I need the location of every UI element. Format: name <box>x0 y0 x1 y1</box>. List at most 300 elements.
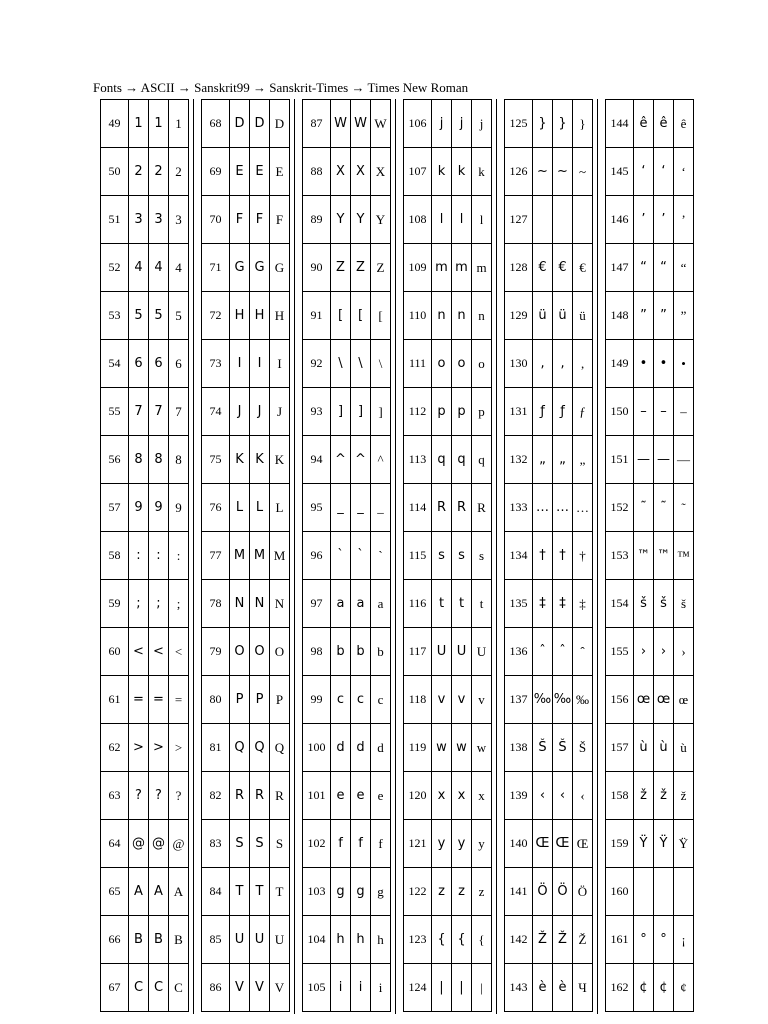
table-row <box>505 532 593 580</box>
char-code-cell: 153 <box>606 532 634 580</box>
sanskrit99-glyph-cell: 2 <box>129 148 149 196</box>
char-code-cell: 114 <box>404 484 432 532</box>
char-code-cell: 92 <box>303 340 331 388</box>
times-new-roman-glyph-cell: U <box>270 916 290 964</box>
sanskrit-times-glyph-cell <box>553 196 573 244</box>
times-new-roman-glyph-cell: ‰ <box>573 676 593 724</box>
times-new-roman-glyph-cell: ü <box>573 292 593 340</box>
times-new-roman-glyph-cell: A <box>169 868 189 916</box>
char-code-cell: 147 <box>606 244 634 292</box>
times-new-roman-glyph-cell: V <box>270 964 290 1012</box>
table-row <box>505 100 593 148</box>
sanskrit-times-glyph-cell: w <box>452 724 472 772</box>
sanskrit99-glyph-cell: E <box>230 148 250 196</box>
times-new-roman-glyph-cell: b <box>371 628 391 676</box>
char-code-cell: 157 <box>606 724 634 772</box>
table-row <box>101 724 189 772</box>
sanskrit-times-glyph-cell: U <box>250 916 270 964</box>
sanskrit99-glyph-cell: o <box>432 340 452 388</box>
table-row <box>202 868 290 916</box>
table-row <box>606 388 694 436</box>
times-new-roman-glyph-cell: € <box>573 244 593 292</box>
sanskrit99-glyph-cell: … <box>533 484 553 532</box>
sanskrit99-glyph-cell: ‡ <box>533 580 553 628</box>
sanskrit-times-glyph-cell: I <box>250 340 270 388</box>
sanskrit-times-glyph-cell: “ <box>654 244 674 292</box>
sanskrit-times-glyph-cell: f <box>351 820 371 868</box>
char-code-cell: 71 <box>202 244 230 292</box>
sanskrit99-glyph-cell: ü <box>533 292 553 340</box>
char-code-cell: 110 <box>404 292 432 340</box>
sanskrit99-glyph-cell: X <box>331 148 351 196</box>
times-new-roman-glyph-cell: i <box>371 964 391 1012</box>
sanskrit-times-glyph-cell: 2 <box>149 148 169 196</box>
table-row <box>101 964 189 1012</box>
column-divider <box>597 99 598 1014</box>
table-row <box>101 244 189 292</box>
sanskrit99-glyph-cell: è <box>533 964 553 1012</box>
sanskrit-times-glyph-cell: ? <box>149 772 169 820</box>
times-new-roman-glyph-cell: C <box>169 964 189 1012</box>
sanskrit99-glyph-cell: = <box>129 676 149 724</box>
char-code-cell: 78 <box>202 580 230 628</box>
sanskrit-times-glyph-cell: ü <box>553 292 573 340</box>
char-code-cell: 51 <box>101 196 129 244</box>
sanskrit99-glyph-cell: ê <box>634 100 654 148</box>
sanskrit-times-glyph-cell: 6 <box>149 340 169 388</box>
sanskrit99-glyph-cell: p <box>432 388 452 436</box>
sanskrit-times-glyph-cell: R <box>250 772 270 820</box>
char-code-cell: 94 <box>303 436 331 484</box>
char-code-cell: 87 <box>303 100 331 148</box>
sanskrit99-glyph-cell: ^ <box>331 436 351 484</box>
char-code-cell: 115 <box>404 532 432 580</box>
sanskrit-times-glyph-cell: – <box>654 388 674 436</box>
char-code-cell: 60 <box>101 628 129 676</box>
sanskrit99-glyph-cell: l <box>432 196 452 244</box>
sanskrit-times-glyph-cell: P <box>250 676 270 724</box>
sanskrit99-glyph-cell: w <box>432 724 452 772</box>
table-row <box>606 148 694 196</box>
table-row <box>303 196 391 244</box>
times-new-roman-glyph-cell: m <box>472 244 492 292</box>
sanskrit-times-glyph-cell: v <box>452 676 472 724</box>
table-row <box>202 676 290 724</box>
table-row <box>303 868 391 916</box>
char-code-cell: 65 <box>101 868 129 916</box>
char-code-cell: 113 <box>404 436 432 484</box>
table-row <box>404 628 492 676</box>
times-new-roman-glyph-cell: B <box>169 916 189 964</box>
char-code-cell: 77 <box>202 532 230 580</box>
sanskrit99-glyph-cell: n <box>432 292 452 340</box>
times-new-roman-glyph-cell: z <box>472 868 492 916</box>
char-code-cell: 159 <box>606 820 634 868</box>
table-row <box>202 724 290 772</box>
table-row <box>202 340 290 388</box>
sanskrit-times-glyph-cell: l <box>452 196 472 244</box>
sanskrit99-glyph-cell: g <box>331 868 351 916</box>
table-row <box>505 436 593 484</box>
char-code-cell: 82 <box>202 772 230 820</box>
sanskrit99-glyph-cell: 6 <box>129 340 149 388</box>
sanskrit-times-glyph-cell: K <box>250 436 270 484</box>
sanskrit-times-glyph-cell: ; <box>149 580 169 628</box>
sanskrit-times-glyph-cell: š <box>654 580 674 628</box>
sanskrit99-glyph-cell: “ <box>634 244 654 292</box>
times-new-roman-glyph-cell: ? <box>169 772 189 820</box>
times-new-roman-glyph-cell: e <box>371 772 391 820</box>
sanskrit99-glyph-cell: ‹ <box>533 772 553 820</box>
sanskrit-times-glyph-cell: b <box>351 628 371 676</box>
times-new-roman-glyph-cell: d <box>371 724 391 772</box>
times-new-roman-glyph-cell: Š <box>573 724 593 772</box>
char-code-cell: 162 <box>606 964 634 1012</box>
sanskrit-times-glyph-cell: k <box>452 148 472 196</box>
table-row <box>404 916 492 964</box>
char-code-cell: 133 <box>505 484 533 532</box>
sanskrit-times-glyph-cell: T <box>250 868 270 916</box>
char-code-cell: 68 <box>202 100 230 148</box>
sanskrit-times-glyph-cell: ¢ <box>654 964 674 1012</box>
table-row <box>202 292 290 340</box>
sanskrit-times-glyph-cell: 4 <box>149 244 169 292</box>
times-new-roman-glyph-cell: ~ <box>573 148 593 196</box>
sanskrit99-glyph-cell: h <box>331 916 351 964</box>
sanskrit99-glyph-cell: ; <box>129 580 149 628</box>
times-new-roman-glyph-cell: y <box>472 820 492 868</box>
times-new-roman-glyph-cell: — <box>674 436 694 484</box>
sanskrit-times-glyph-cell: ˜ <box>654 484 674 532</box>
char-code-cell: 49 <box>101 100 129 148</box>
sanskrit99-glyph-cell <box>533 196 553 244</box>
times-new-roman-glyph-cell: ‘ <box>674 148 694 196</box>
times-new-roman-glyph-cell: ‚ <box>573 340 593 388</box>
char-code-cell: 99 <box>303 676 331 724</box>
times-new-roman-glyph-cell: K <box>270 436 290 484</box>
char-code-cell: 101 <box>303 772 331 820</box>
sanskrit-times-glyph-cell: Q <box>250 724 270 772</box>
table-row <box>303 628 391 676</box>
sanskrit99-glyph-cell: ¢ <box>634 964 654 1012</box>
sanskrit-times-glyph-cell: 7 <box>149 388 169 436</box>
sanskrit99-glyph-cell: ° <box>634 916 654 964</box>
sanskrit99-glyph-cell: š <box>634 580 654 628</box>
sanskrit-times-glyph-cell: | <box>452 964 472 1012</box>
sanskrit99-glyph-cell: € <box>533 244 553 292</box>
times-new-roman-glyph-cell: ž <box>674 772 694 820</box>
char-code-cell: 100 <box>303 724 331 772</box>
sanskrit-times-glyph-cell: o <box>452 340 472 388</box>
sanskrit-times-glyph-cell: ‘ <box>654 148 674 196</box>
times-new-roman-glyph-cell: } <box>573 100 593 148</box>
table-row <box>303 148 391 196</box>
table-row <box>606 532 694 580</box>
sanskrit-times-glyph-cell: ‹ <box>553 772 573 820</box>
sanskrit99-glyph-cell: › <box>634 628 654 676</box>
sanskrit-times-glyph-cell: p <box>452 388 472 436</box>
char-code-cell: 122 <box>404 868 432 916</box>
times-new-roman-glyph-cell: \ <box>371 340 391 388</box>
sanskrit99-glyph-cell: ù <box>634 724 654 772</box>
char-code-cell: 56 <box>101 436 129 484</box>
sanskrit99-glyph-cell: b <box>331 628 351 676</box>
char-code-cell: 103 <box>303 868 331 916</box>
table-row <box>303 724 391 772</box>
sanskrit99-glyph-cell: K <box>230 436 250 484</box>
sanskrit99-glyph-cell: H <box>230 292 250 340</box>
times-new-roman-glyph-cell: ` <box>371 532 391 580</box>
table-row <box>505 724 593 772</box>
sanskrit-times-glyph-cell: ž <box>654 772 674 820</box>
sanskrit-times-glyph-cell: Œ <box>553 820 573 868</box>
char-code-cell: 148 <box>606 292 634 340</box>
sanskrit-times-glyph-cell: X <box>351 148 371 196</box>
sanskrit99-glyph-cell: G <box>230 244 250 292</box>
sanskrit-times-glyph-cell: G <box>250 244 270 292</box>
char-code-cell: 59 <box>101 580 129 628</box>
char-code-cell: 90 <box>303 244 331 292</box>
sanskrit-times-glyph-cell: • <box>654 340 674 388</box>
char-code-cell: 118 <box>404 676 432 724</box>
code-table-group-1 <box>100 99 189 1012</box>
char-code-cell: 76 <box>202 484 230 532</box>
char-code-cell: 141 <box>505 868 533 916</box>
sanskrit-times-glyph-cell: { <box>452 916 472 964</box>
char-code-cell: 66 <box>101 916 129 964</box>
table-row <box>101 532 189 580</box>
times-new-roman-glyph-cell: n <box>472 292 492 340</box>
table-row <box>606 868 694 916</box>
sanskrit99-glyph-cell: ƒ <box>533 388 553 436</box>
char-code-cell: 134 <box>505 532 533 580</box>
char-code-cell: 73 <box>202 340 230 388</box>
sanskrit99-glyph-cell: : <box>129 532 149 580</box>
table-row <box>606 580 694 628</box>
times-new-roman-glyph-cell <box>573 196 593 244</box>
times-new-roman-glyph-cell: Y <box>371 196 391 244</box>
sanskrit99-glyph-cell: U <box>230 916 250 964</box>
table-row <box>303 676 391 724</box>
table-row <box>303 532 391 580</box>
char-code-cell: 125 <box>505 100 533 148</box>
char-code-cell: 61 <box>101 676 129 724</box>
times-new-roman-glyph-cell: g <box>371 868 391 916</box>
times-new-roman-glyph-cell: Ö <box>573 868 593 916</box>
sanskrit99-glyph-cell: L <box>230 484 250 532</box>
table-row <box>404 292 492 340</box>
sanskrit-times-glyph-cell: ^ <box>351 436 371 484</box>
times-new-roman-glyph-cell: q <box>472 436 492 484</box>
sanskrit99-glyph-cell: ‚ <box>533 340 553 388</box>
sanskrit-times-glyph-cell: g <box>351 868 371 916</box>
sanskrit99-glyph-cell: 3 <box>129 196 149 244</box>
sanskrit99-glyph-cell: k <box>432 148 452 196</box>
sanskrit99-glyph-cell: Y <box>331 196 351 244</box>
table-row <box>101 340 189 388</box>
table-row <box>606 676 694 724</box>
char-code-cell: 70 <box>202 196 230 244</box>
code-table-group-5 <box>504 99 593 1012</box>
times-new-roman-glyph-cell: 6 <box>169 340 189 388</box>
times-new-roman-glyph-cell: ¢ <box>674 964 694 1012</box>
sanskrit99-glyph-cell: • <box>634 340 654 388</box>
table-row <box>202 772 290 820</box>
sanskrit-times-glyph-cell: O <box>250 628 270 676</box>
sanskrit99-glyph-cell: _ <box>331 484 351 532</box>
table-row <box>303 436 391 484</box>
table-row <box>606 436 694 484</box>
times-new-roman-glyph-cell: ] <box>371 388 391 436</box>
times-new-roman-glyph-cell: a <box>371 580 391 628</box>
table-row <box>404 580 492 628</box>
sanskrit99-glyph-cell: 7 <box>129 388 149 436</box>
char-code-cell: 132 <box>505 436 533 484</box>
table-row <box>505 292 593 340</box>
char-code-cell: 88 <box>303 148 331 196</box>
char-code-cell: 96 <box>303 532 331 580</box>
sanskrit99-glyph-cell: { <box>432 916 452 964</box>
sanskrit-times-glyph-cell: h <box>351 916 371 964</box>
char-code-cell: 102 <box>303 820 331 868</box>
table-row <box>404 724 492 772</box>
sanskrit99-glyph-cell: C <box>129 964 149 1012</box>
char-code-cell: 123 <box>404 916 432 964</box>
sanskrit-times-glyph-cell: ° <box>654 916 674 964</box>
table-row <box>606 100 694 148</box>
times-new-roman-glyph-cell: ^ <box>371 436 391 484</box>
times-new-roman-glyph-cell: P <box>270 676 290 724</box>
char-code-cell: 64 <box>101 820 129 868</box>
times-new-roman-glyph-cell: f <box>371 820 391 868</box>
times-new-roman-glyph-cell: ˆ <box>573 628 593 676</box>
table-row <box>505 964 593 1012</box>
sanskrit-times-glyph-cell: ™ <box>654 532 674 580</box>
sanskrit99-glyph-cell: S <box>230 820 250 868</box>
sanskrit99-glyph-cell: – <box>634 388 654 436</box>
char-code-cell: 57 <box>101 484 129 532</box>
code-table-group-3 <box>302 99 391 1012</box>
times-new-roman-glyph-cell: t <box>472 580 492 628</box>
sanskrit99-glyph-cell: F <box>230 196 250 244</box>
char-code-cell: 155 <box>606 628 634 676</box>
times-new-roman-glyph-cell: G <box>270 244 290 292</box>
sanskrit-times-glyph-cell: : <box>149 532 169 580</box>
table-row <box>303 292 391 340</box>
times-new-roman-glyph-cell: “ <box>674 244 694 292</box>
sanskrit-times-glyph-cell: W <box>351 100 371 148</box>
sanskrit-times-glyph-cell: a <box>351 580 371 628</box>
times-new-roman-glyph-cell: p <box>472 388 492 436</box>
table-row <box>101 484 189 532</box>
table-row <box>404 772 492 820</box>
sanskrit99-glyph-cell: c <box>331 676 351 724</box>
table-row <box>101 868 189 916</box>
char-code-cell: 74 <box>202 388 230 436</box>
sanskrit-times-glyph-cell: B <box>149 916 169 964</box>
table-row <box>101 388 189 436</box>
table-row <box>202 628 290 676</box>
sanskrit-times-glyph-cell: 5 <box>149 292 169 340</box>
char-code-cell: 138 <box>505 724 533 772</box>
times-new-roman-glyph-cell: R <box>472 484 492 532</box>
times-new-roman-glyph-cell: 3 <box>169 196 189 244</box>
sanskrit99-glyph-cell: Q <box>230 724 250 772</box>
table-row <box>505 196 593 244</box>
char-code-cell: 121 <box>404 820 432 868</box>
table-row <box>303 244 391 292</box>
char-code-cell: 140 <box>505 820 533 868</box>
sanskrit-times-glyph-cell: Y <box>351 196 371 244</box>
times-new-roman-glyph-cell: N <box>270 580 290 628</box>
table-row <box>101 580 189 628</box>
table-row <box>606 196 694 244</box>
sanskrit-times-glyph-cell: C <box>149 964 169 1012</box>
sanskrit-times-glyph-cell: M <box>250 532 270 580</box>
times-new-roman-glyph-cell: o <box>472 340 492 388</box>
code-table-group-2 <box>201 99 290 1012</box>
sanskrit-times-glyph-cell: œ <box>654 676 674 724</box>
times-new-roman-glyph-cell: H <box>270 292 290 340</box>
times-new-roman-glyph-cell: _ <box>371 484 391 532</box>
char-code-cell: 62 <box>101 724 129 772</box>
sanskrit99-glyph-cell: ˆ <box>533 628 553 676</box>
char-code-cell: 98 <box>303 628 331 676</box>
table-row <box>303 772 391 820</box>
char-code-cell: 145 <box>606 148 634 196</box>
times-new-roman-glyph-cell: › <box>674 628 694 676</box>
times-new-roman-glyph-cell: : <box>169 532 189 580</box>
char-code-cell: 158 <box>606 772 634 820</box>
sanskrit-times-glyph-cell: N <box>250 580 270 628</box>
table-row <box>404 964 492 1012</box>
sanskrit99-glyph-cell: 4 <box>129 244 149 292</box>
table-row <box>606 724 694 772</box>
char-code-cell: 107 <box>404 148 432 196</box>
times-new-roman-glyph-cell <box>674 868 694 916</box>
sanskrit-times-glyph-cell: ~ <box>553 148 573 196</box>
sanskrit-times-glyph-cell: † <box>553 532 573 580</box>
table-row <box>101 916 189 964</box>
char-code-cell: 75 <box>202 436 230 484</box>
sanskrit99-glyph-cell <box>634 868 654 916</box>
table-row <box>101 148 189 196</box>
table-row <box>505 868 593 916</box>
times-new-roman-glyph-cell: D <box>270 100 290 148</box>
table-row <box>404 340 492 388</box>
table-row <box>303 916 391 964</box>
table-row <box>202 964 290 1012</box>
times-new-roman-glyph-cell: h <box>371 916 391 964</box>
times-new-roman-glyph-cell: Ч <box>573 964 593 1012</box>
sanskrit-times-glyph-cell: Ž <box>553 916 573 964</box>
times-new-roman-glyph-cell: S <box>270 820 290 868</box>
sanskrit-times-glyph-cell: < <box>149 628 169 676</box>
sanskrit-times-glyph-cell: m <box>452 244 472 292</box>
sanskrit99-glyph-cell: q <box>432 436 452 484</box>
table-row <box>404 436 492 484</box>
table-row <box>101 676 189 724</box>
sanskrit99-glyph-cell: W <box>331 100 351 148</box>
sanskrit99-glyph-cell: > <box>129 724 149 772</box>
sanskrit-times-glyph-cell: y <box>452 820 472 868</box>
table-row <box>202 484 290 532</box>
sanskrit-times-glyph-cell: € <box>553 244 573 292</box>
sanskrit-times-glyph-cell: ‰ <box>553 676 573 724</box>
sanskrit-times-glyph-cell: \ <box>351 340 371 388</box>
table-row <box>404 676 492 724</box>
sanskrit99-glyph-cell: } <box>533 100 553 148</box>
